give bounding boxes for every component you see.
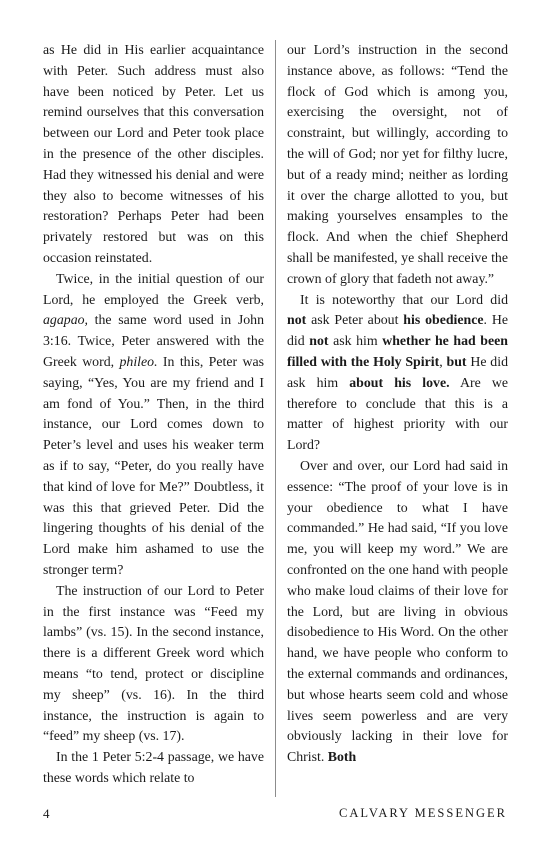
paragraph xyxy=(43,581,264,747)
text-run: In the 1 Peter 5:2-4 passage, we have these words which relate to xyxy=(43,749,264,785)
page-number: 4 xyxy=(43,806,50,821)
text-run: , xyxy=(439,353,447,369)
text-run: ask him xyxy=(328,333,383,349)
text-run: our Lord’s instruction in the second instance above, as follows: “Tend the flock of God which is among you, exercising the oversight, not of constraint, but willingly, according to the will of God; nor yet for filthy lucre, but of a ready mind; neither as lording it over the charge allotted to you, but making yourselves ensamples to the flock. And when the chief Shepherd shall be manifested, ye shall receive the crown of glory that fadeth not away.” xyxy=(287,42,508,286)
paragraph xyxy=(43,269,264,581)
left-text-column xyxy=(43,40,264,789)
right-text-column xyxy=(287,40,508,768)
paragraph xyxy=(287,290,508,456)
text-run: Over and over, our Lord had said in essence: “The proof of your love is in your obedience to what I have commanded.” He had said, “If you love me, you will keep my word.” We are confronted on the one hand with people who make loud claims of their love for the Lord, but are living in obvious disobedience to His Word. On the other hand, we have people who conform to the external commands and ordinances, but whose hearts seem cold and whose lives seem powerless and are very obviously lacking in their love for Christ. xyxy=(287,457,508,765)
paragraph xyxy=(43,40,264,269)
text-run: . He did xyxy=(287,312,508,349)
italic-text: agapao, xyxy=(43,312,88,328)
text-run: Are we therefore to conclude that this is a matter of highest priority with our Lord? xyxy=(287,374,508,453)
text-run: Twice, in the initial question of our Lord, he employed the Greek verb, xyxy=(43,270,264,307)
column-divider xyxy=(275,40,276,797)
bold-text: whether he had been filled with the Holy Spirit xyxy=(287,333,508,369)
text-run: It is noteworthy that our Lord did xyxy=(300,291,508,307)
text-run: the same word used in John 3:16. Twice, Peter answered with the Greek word, xyxy=(43,312,264,369)
text-run: ask Peter about xyxy=(306,312,404,328)
text-run: as He did in His earlier acquaintance with Peter. Such address must also have been noticed by Peter. Let us remind ourselves that this conversation between our Lord and Peter took place in the presence of the other disciples. Had they witnessed his denial and were they also to become witnesses of his restoration? Perhaps Peter had been privately restored but was on this occasion reinstated. xyxy=(43,42,264,265)
bold-text: Both xyxy=(327,749,357,765)
italic-text: phileo. xyxy=(119,353,158,369)
bold-text: about his love. xyxy=(349,374,450,390)
bold-text: not xyxy=(309,333,329,349)
text-run: The instruction of our Lord to Peter in the first instance was “Feed my lambs” (vs. 15). In the second instance, there is a different Greek word which means “to tend, protect or discipline my sheep” (vs. 16). In the third instance, the instruction is again to “feed” my sheep (vs. 17). xyxy=(43,582,264,744)
text-run: In this, Peter was saying, “Yes, You are my friend and I am fond of You.” Then, in the third instance, our Lord comes down to Peter’s level and uses his weaker term as if to say, “Peter, do you really have that kind of love for Me?” Doubtless, it was this that grieved Peter. Did the lingering thoughts of his denial of the Lord make him ashamed to use the stronger term? xyxy=(43,353,265,577)
bold-text: not xyxy=(287,312,307,328)
bold-text: his obedience xyxy=(403,312,484,328)
paragraph xyxy=(43,747,264,789)
running-footer-title: CALVARY MESSENGER xyxy=(339,806,507,820)
paragraph xyxy=(287,456,508,768)
text-run: He did ask him xyxy=(287,353,508,390)
bold-text: but xyxy=(446,353,467,369)
paragraph xyxy=(287,40,508,290)
